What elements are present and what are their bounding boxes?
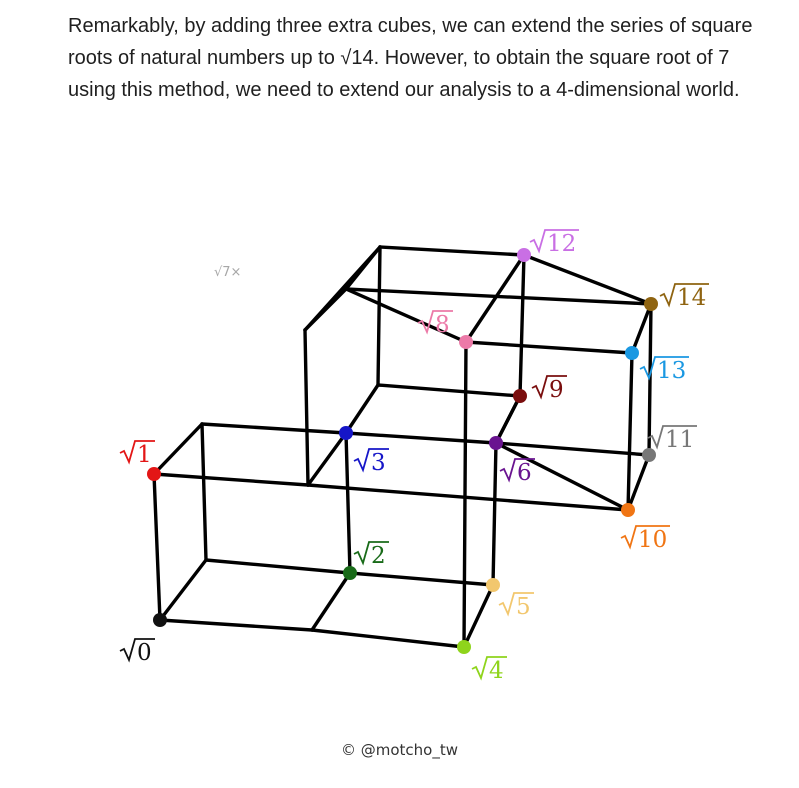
vertex-point-sqrt12 <box>517 248 531 262</box>
label-sqrt1 <box>120 441 155 468</box>
cube-edge <box>350 573 493 585</box>
cube-edge <box>202 424 206 560</box>
cube-edge <box>628 455 649 510</box>
label-number-8: 8 <box>435 312 450 338</box>
vertex-point-sqrt10 <box>621 503 635 517</box>
label-sqrt14 <box>660 284 709 311</box>
label-sqrt6 <box>500 459 535 486</box>
cube-edge <box>493 443 496 585</box>
missing-sqrt7-label: √7× <box>214 265 242 280</box>
label-number-2: 2 <box>371 543 386 569</box>
cube-edge <box>464 342 466 647</box>
cube-edge <box>346 385 378 433</box>
vertex-point-sqrt1 <box>147 467 161 481</box>
label-number-4: 4 <box>489 658 504 684</box>
credit-line: © @motcho_tw <box>340 741 459 759</box>
label-sqrt10 <box>621 526 670 553</box>
cube-edge <box>346 247 380 289</box>
cube-edge <box>202 424 346 433</box>
label-number-1: 1 <box>137 442 152 468</box>
cube-edge <box>308 433 346 485</box>
label-number-3: 3 <box>371 450 386 476</box>
label-sqrt11 <box>648 426 697 453</box>
cube-edge <box>628 353 632 510</box>
label-number-6: 6 <box>517 460 532 486</box>
vertex-point-sqrt8 <box>459 335 473 349</box>
label-number-5: 5 <box>516 594 531 620</box>
cube-edge <box>160 560 206 620</box>
vertex-point-sqrt5 <box>486 578 500 592</box>
cube-edge <box>378 247 380 385</box>
label-sqrt4 <box>472 657 507 684</box>
vertex-point-sqrt3 <box>339 426 353 440</box>
cube-edges <box>154 247 651 647</box>
label-sqrt0 <box>120 639 155 666</box>
label-number-10: 10 <box>638 527 668 553</box>
vertex-point-sqrt2 <box>343 566 357 580</box>
label-sqrt5 <box>499 593 534 620</box>
label-sqrt8 <box>418 311 453 338</box>
vertex-point-sqrt0 <box>153 613 167 627</box>
vertex-point-sqrt13 <box>625 346 639 360</box>
cube-edge <box>524 255 651 304</box>
cube-edge <box>305 330 308 485</box>
label-sqrt13 <box>640 357 689 384</box>
vertex-point-sqrt11 <box>642 448 656 462</box>
label-number-9: 9 <box>549 377 564 403</box>
cube-edge <box>308 485 628 510</box>
cube-edge <box>206 560 350 573</box>
intro-paragraph: Remarkably, by adding three extra cubes, we can extend the series of square roots of natural numbers up to √14. However, to obtain the square root of 7 using this method, we need to extend our analysis to a 4-dimensional world. <box>68 15 753 101</box>
cube-edge <box>154 424 202 474</box>
cube-edge <box>160 620 312 630</box>
vertex-point-sqrt6 <box>489 436 503 450</box>
cube-edge <box>520 255 524 396</box>
vertex-point-sqrt14 <box>644 297 658 311</box>
vertex-point-sqrt4 <box>457 640 471 654</box>
label-number-12: 12 <box>547 231 577 257</box>
cube-edge <box>312 573 350 630</box>
label-sqrt12 <box>530 230 579 257</box>
cube-edge <box>154 474 308 485</box>
cube-edge <box>380 247 524 255</box>
label-number-0: 0 <box>137 640 152 666</box>
vertex-point-sqrt9 <box>513 389 527 403</box>
cube-edge <box>305 289 346 330</box>
cube-edge <box>346 433 350 573</box>
cube-edge <box>312 630 464 647</box>
label-number-11: 11 <box>665 427 695 453</box>
label-number-13: 13 <box>657 358 687 384</box>
label-sqrt9 <box>532 376 567 403</box>
cube-edge <box>464 585 493 647</box>
label-sqrt2 <box>354 542 389 569</box>
cube-edge <box>632 304 651 353</box>
cube-edge <box>346 433 496 443</box>
cube-edge <box>378 385 520 396</box>
label-sqrt3 <box>354 449 389 476</box>
cube-edge <box>466 342 632 353</box>
vertex-labels <box>120 230 709 684</box>
cube-edge <box>154 474 160 620</box>
cube-edge <box>496 396 520 443</box>
label-number-14: 14 <box>677 285 707 311</box>
